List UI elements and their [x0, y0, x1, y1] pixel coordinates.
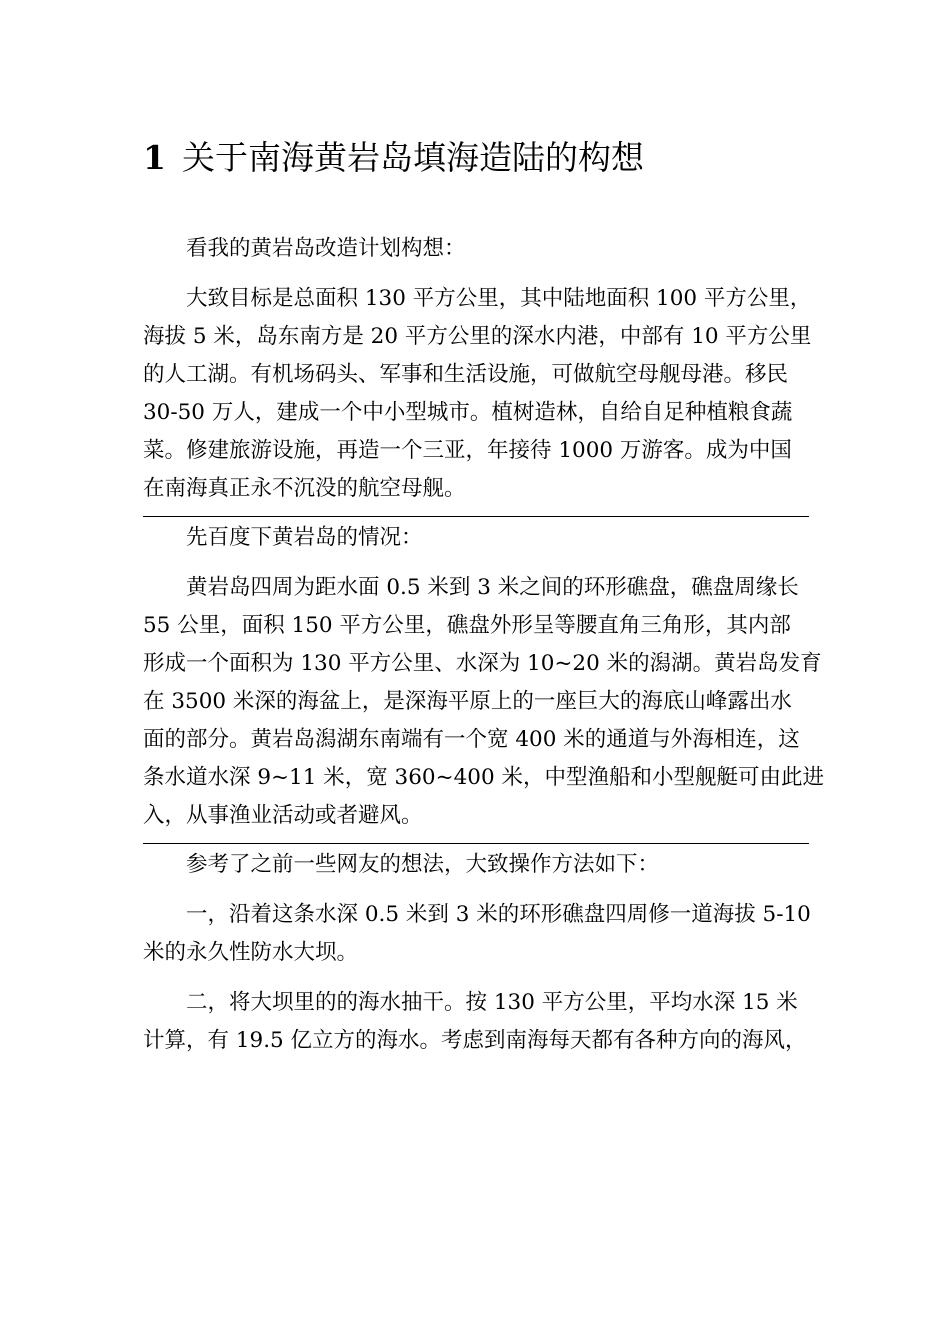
paragraph-line: 条水道水深 9~11 米，宽 360~400 米，中型渔船和小型舰艇可由此进 [143, 765, 824, 790]
paragraph-line: 海拔 5 米，岛东南方是 20 平方公里的深水内港，中部有 10 平方公里 [143, 324, 812, 349]
section1-paragraph [143, 280, 812, 508]
paragraph-line: 入，从事渔业活动或者避风。 [143, 803, 423, 828]
paragraph-line: 菜。修建旅游设施，再造一个三亚，年接待 1000 万游客。成为中国 [143, 438, 792, 463]
paragraph-line: 黄岩岛四周为距水面 0.5 米到 3 米之间的环形礁盘，礁盘周缘长 [143, 575, 799, 600]
section3-intro: 参考了之前一些网友的想法，大致操作方法如下： [186, 852, 660, 877]
document-title [143, 136, 823, 180]
section2-paragraph [143, 569, 824, 835]
paragraph-line: 形成一个面积为 130 平方公里、水深为 10~20 米的潟湖。黄岩岛发育 [143, 651, 822, 676]
title-text: 关于南海黄岩岛填海造陆的构想 [181, 138, 644, 177]
paragraph-line: 二，将大坝里的的海水抽干。按 130 平方公里，平均水深 15 米 [143, 990, 798, 1015]
paragraph-line: 55 公里，面积 150 平方公里，礁盘外形呈等腰直角三角形，其内部 [143, 613, 791, 638]
section-divider [143, 843, 809, 844]
section-divider [143, 516, 809, 517]
section2-intro: 先百度下黄岩岛的情况： [186, 525, 423, 550]
paragraph-line: 米的永久性防水大坝。 [143, 940, 359, 965]
paragraph-line: 在南海真正永不沉没的航空母舰。 [143, 476, 466, 501]
paragraph-line: 大致目标是总面积 130 平方公里，其中陆地面积 100 平方公里， [143, 286, 812, 311]
title-number: 1 [143, 138, 166, 177]
paragraph-line: 30-50 万人，建成一个中小型城市。植树造林，自给自足种植粮食蔬 [143, 400, 793, 425]
paragraph-line: 一，沿着这条水深 0.5 米到 3 米的环形礁盘四周修一道海拔 5-10 [143, 902, 811, 927]
paragraph-line: 的人工湖。有机场码头、军事和生活设施，可做航空母舰母港。移民 [143, 362, 789, 387]
paragraph-line: 在 3500 米深的海盆上，是深海平原上的一座巨大的海底山峰露出水 [143, 689, 792, 714]
document-body [143, 230, 824, 1060]
step1-paragraph [143, 896, 809, 972]
paragraph-line: 面的部分。黄岩岛潟湖东南端有一个宽 400 米的通道与外海相连，这 [143, 727, 800, 752]
step2-paragraph [143, 984, 809, 1060]
section1-intro: 看我的黄岩岛改造计划构想： [186, 236, 466, 261]
paragraph-line: 计算，有 19.5 亿立方的海水。考虑到南海每天都有各种方向的海风， [143, 1028, 807, 1053]
